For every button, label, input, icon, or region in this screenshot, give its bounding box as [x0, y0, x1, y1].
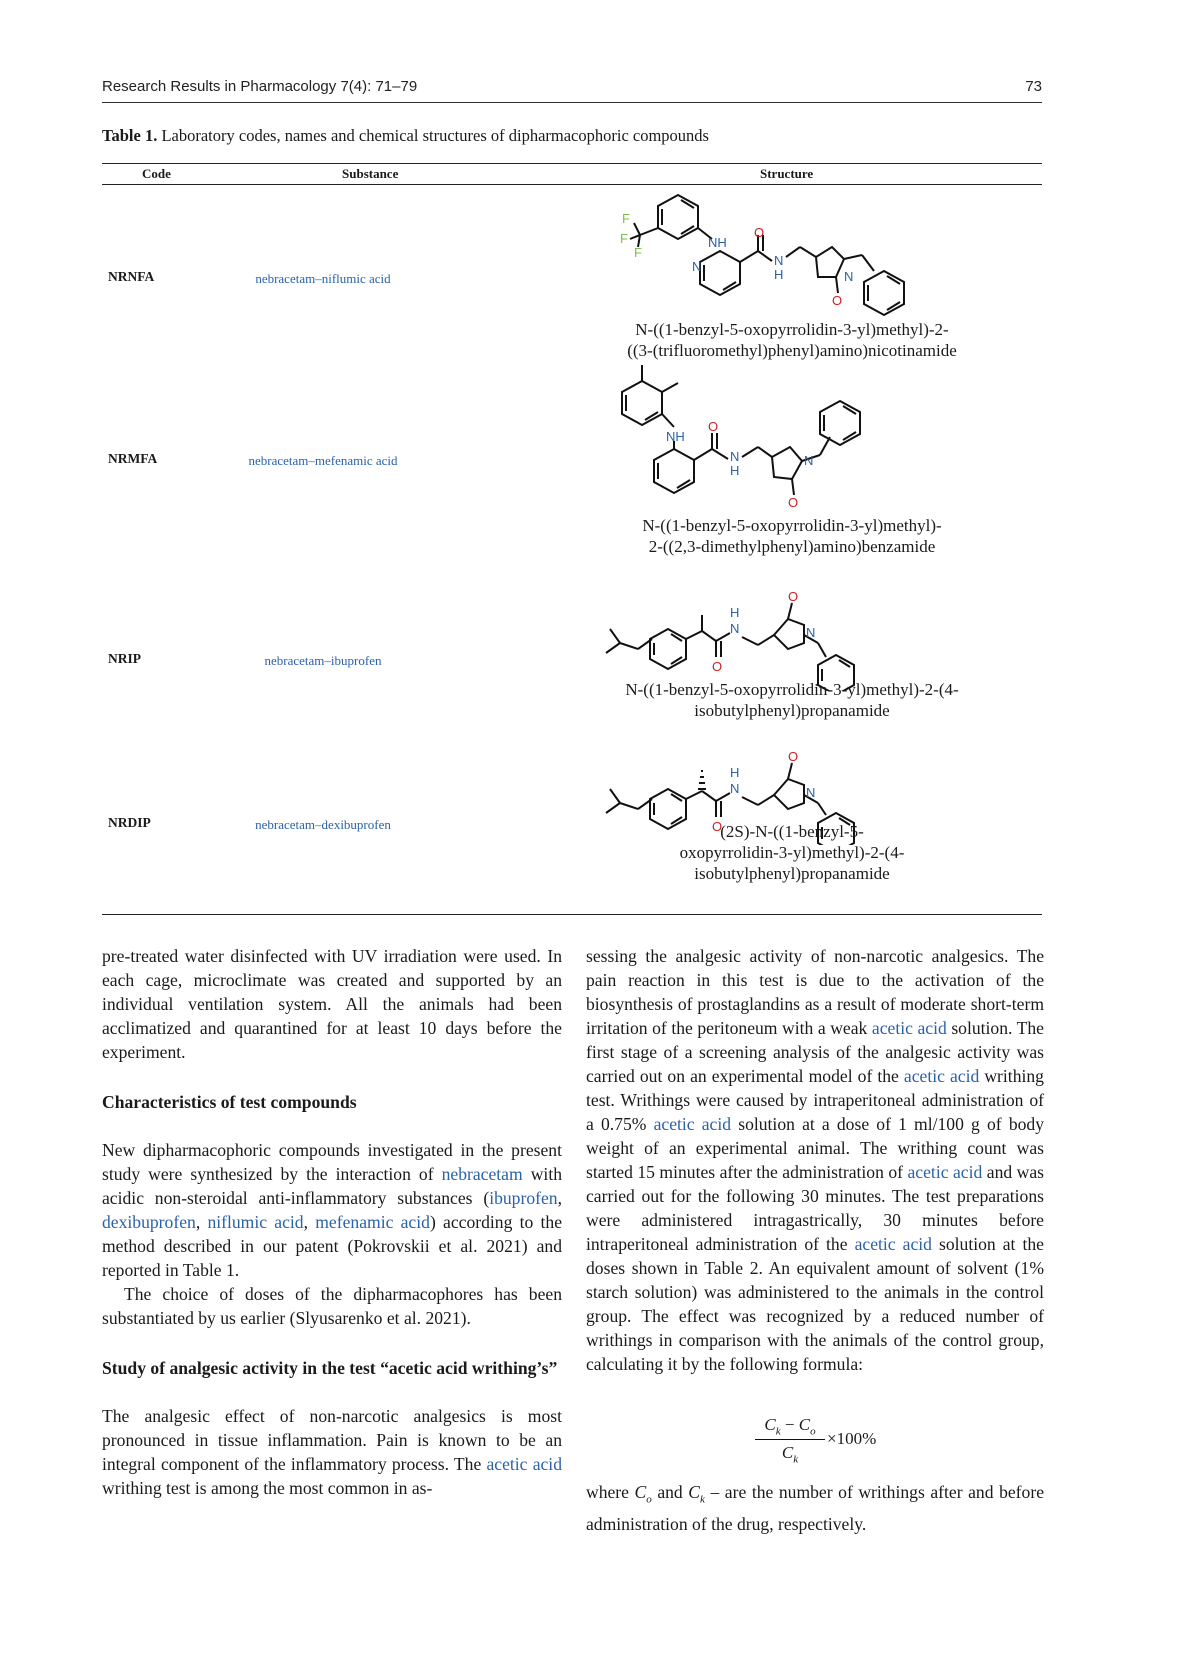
column-header-structure: Structure: [760, 166, 814, 181]
name-line: N-((1-benzyl-5-oxopyrrolidin-3-yl)methyl)-2-(4-: [625, 680, 959, 699]
table-bottom-rule: [102, 914, 1042, 915]
right-column-continued: [586, 1480, 1044, 1536]
compound-code: NRMFA: [108, 451, 158, 466]
text: with acidic non-steroidal anti-inflammatory substances (: [102, 1164, 562, 1208]
text: ,: [557, 1188, 562, 1208]
text: – are the number of writhings after and before administration of the drug, respectively.: [586, 1482, 1044, 1534]
right-column: [586, 944, 1044, 1376]
formula-var: [634, 1482, 652, 1506]
atom-label-f: F: [634, 245, 642, 260]
section-heading: Study of analgesic activity in the test “acetic acid writhing’s”: [102, 1358, 558, 1378]
atom-label-h: H: [774, 267, 784, 282]
compound-iupac-name: [572, 515, 1012, 557]
text: New dipharmacophoric compounds investigated in the present study were synthesized by the interaction of: [102, 1140, 562, 1184]
name-line: oxopyrrolidin-3-yl)methyl)-2-(4-: [679, 843, 905, 862]
atom-label-n: N: [774, 253, 784, 268]
fraction-bar: [755, 1439, 825, 1440]
atom-label-nh: NH: [708, 235, 727, 250]
formula-sub: k: [775, 1425, 781, 1438]
compound-code: NRDIP: [108, 815, 151, 830]
compound-iupac-name: [572, 821, 1012, 884]
formula-numerator: [755, 1415, 825, 1437]
text: ) according to the method described in our patent (Pokrovskii et al. 2021) and reported in Table 1.: [102, 1212, 563, 1280]
atom-label-n: N: [806, 785, 816, 800]
link-acetic-acid[interactable]: acetic acid: [871, 1018, 947, 1038]
paragraph: [586, 944, 1044, 1376]
text: solution at the doses shown in Table 2. An equivalent amount of solvent (1% starch solution) was administered to the animals in the control group. The effect was recognized by a reduced number of writhings in comparison with the animals of the control group, calculating it by the following formula:: [586, 1234, 1044, 1374]
paragraph: [102, 1138, 562, 1282]
link-acetic-acid[interactable]: acetic acid: [486, 1454, 562, 1474]
atom-label-h: H: [730, 765, 740, 780]
table-caption-text: Laboratory codes, names and chemical structures of dipharmacophoric compounds: [161, 126, 709, 145]
formula-var: C: [798, 1415, 811, 1434]
atom-label-n: N: [692, 259, 702, 274]
running-header: [102, 76, 1042, 103]
atom-label-h: H: [730, 463, 740, 478]
link-acetic-acid[interactable]: acetic acid: [854, 1234, 932, 1254]
atom-label-h: H: [730, 605, 740, 620]
link-dexibuprofen[interactable]: dexibuprofen: [102, 1212, 196, 1232]
link-acetic-acid[interactable]: acetic acid: [653, 1114, 732, 1134]
atom-label-n: N: [730, 449, 740, 464]
text: ,: [303, 1212, 316, 1232]
compound-iupac-name: [572, 319, 1012, 361]
formula-sub: k: [793, 1453, 799, 1466]
atom-label-n: N: [730, 621, 740, 636]
formula-var: [688, 1482, 705, 1506]
formula-sub: o: [810, 1425, 816, 1438]
nrmfa-structure-diagram: [582, 361, 1002, 516]
name-line: N-((1-benzyl-5-oxopyrrolidin-3-yl)methyl)-2-: [635, 320, 949, 339]
table-row: [102, 745, 1042, 905]
text: and was carried out for the following 30 minutes. The test preparations were administered intragastrically, 30 minutes before intraperitoneal administration of the: [586, 1162, 1044, 1254]
table-row: [102, 581, 1042, 741]
atom-label-o: O: [712, 659, 723, 674]
formula-op: −: [780, 1415, 799, 1434]
compound-iupac-name: [572, 679, 1012, 721]
link-acetic-acid[interactable]: acetic acid: [907, 1162, 983, 1182]
nrnfa-structure-diagram: [582, 185, 1002, 325]
formula-var: C: [634, 1482, 647, 1502]
atom-label-o: O: [788, 749, 799, 764]
atom-label-o: O: [708, 419, 719, 434]
substance-link[interactable]: nebracetam–niflumic acid: [255, 271, 391, 286]
paragraph: pre-treated water disinfected with UV irradiation were used. In each cage, microclimate was created and supported by an individual ventilation system. All the animals had been acclimatized and quarantined for at least 10 days before the experiment.: [102, 946, 562, 1062]
text: The analgesic effect of non-narcotic analgesics is most pronounced in tissue inflammation. Pain is known to be an integral component of the inflammatory process. The: [102, 1406, 562, 1474]
formula-sub: o: [646, 1493, 652, 1506]
formula-denominator: [755, 1443, 825, 1465]
paragraph: [586, 1480, 1044, 1536]
atom-label-f: F: [620, 231, 628, 246]
name-line: isobutylphenyl)propanamide: [694, 864, 890, 883]
table-header-row: [102, 163, 1042, 185]
substance-link[interactable]: nebracetam–mefenamic acid: [248, 453, 398, 468]
analgesic-effect-formula: [755, 1415, 885, 1475]
atom-label-n: N: [730, 781, 740, 796]
compounds-table: [102, 163, 1042, 883]
atom-label-o: O: [788, 495, 799, 510]
formula-var: C: [688, 1482, 701, 1502]
substance-link[interactable]: nebracetam–dexibuprofen: [255, 817, 391, 832]
name-line: N-((1-benzyl-5-oxopyrrolidin-3-yl)methyl)-: [642, 516, 942, 535]
atom-label-nh: NH: [666, 429, 685, 444]
text: solution. The first stage of a screening analysis of the analgesic activity was carried out on an experimental model of the: [586, 1018, 1044, 1086]
name-line: (2S)-N-((1-benzyl-5-: [720, 822, 864, 841]
text: ,: [195, 1212, 208, 1232]
substance-link[interactable]: nebracetam–ibuprofen: [264, 653, 382, 668]
formula-var: C: [781, 1443, 794, 1462]
column-header-substance: Substance: [342, 166, 399, 181]
text: solution at a dose of 1 ml/100 g of body weight of an experimental animal. The writhing count was started 15 minutes after the administration of: [586, 1114, 1045, 1182]
atom-label-o: O: [754, 225, 765, 240]
formula-multiplier: ×100%: [827, 1429, 877, 1448]
name-line: ((3-(trifluoromethyl)phenyl)amino)nicotinamide: [627, 341, 957, 360]
text: where: [586, 1482, 635, 1502]
atom-label-n: N: [844, 269, 854, 284]
nrip-structure-diagram: [582, 581, 1002, 691]
atom-label-f: F: [622, 211, 630, 226]
link-ibuprofen[interactable]: ibuprofen: [489, 1188, 558, 1208]
text: and: [651, 1482, 689, 1502]
text: writhing test. Writhings were caused by intraperitoneal administration of a 0.75%: [586, 1066, 1044, 1134]
column-header-code: Code: [142, 166, 171, 181]
journal-citation: Research Results in Pharmacology 7(4): 71–79: [102, 78, 418, 95]
table-caption-label: Table 1.: [102, 126, 158, 145]
page-number: 73: [1025, 78, 1042, 95]
table-caption: [102, 126, 709, 146]
formula-sub: k: [700, 1493, 705, 1506]
left-column: [102, 944, 562, 1500]
link-nebracetam[interactable]: nebracetam: [441, 1164, 523, 1184]
atom-label-n: N: [804, 453, 814, 468]
link-mefenamic-acid[interactable]: mefenamic acid: [315, 1212, 430, 1232]
atom-label-o: O: [712, 819, 723, 834]
text: sessing the analgesic activity of non-narcotic analgesics. The pain reaction in this test is due to the activation of the biosynthesis of prostaglandins as a result of moderate short-term irritation of the peritoneum with a weak: [586, 946, 1044, 1038]
compound-code: NRNFA: [108, 269, 155, 284]
paragraph: The choice of doses of the dipharmacophores has been substantiated by us earlier (Slyusarenko et al. 2021).: [102, 1284, 562, 1328]
name-line: isobutylphenyl)propanamide: [694, 701, 890, 720]
formula-var: C: [764, 1415, 776, 1434]
name-line: 2-((2,3-dimethylphenyl)amino)benzamide: [648, 537, 936, 556]
text: writhing test is among the most common in as-: [102, 1478, 433, 1498]
link-acetic-acid[interactable]: acetic acid: [903, 1066, 980, 1086]
link-niflumic-acid[interactable]: niflumic acid: [207, 1212, 304, 1232]
compound-code: NRIP: [108, 651, 141, 666]
table-row: [102, 361, 1042, 561]
atom-label-n: N: [806, 625, 816, 640]
section-heading: Characteristics of test compounds: [102, 1092, 357, 1112]
atom-label-o: O: [832, 293, 843, 308]
paragraph: [102, 1404, 562, 1500]
atom-label-o: O: [788, 589, 799, 604]
